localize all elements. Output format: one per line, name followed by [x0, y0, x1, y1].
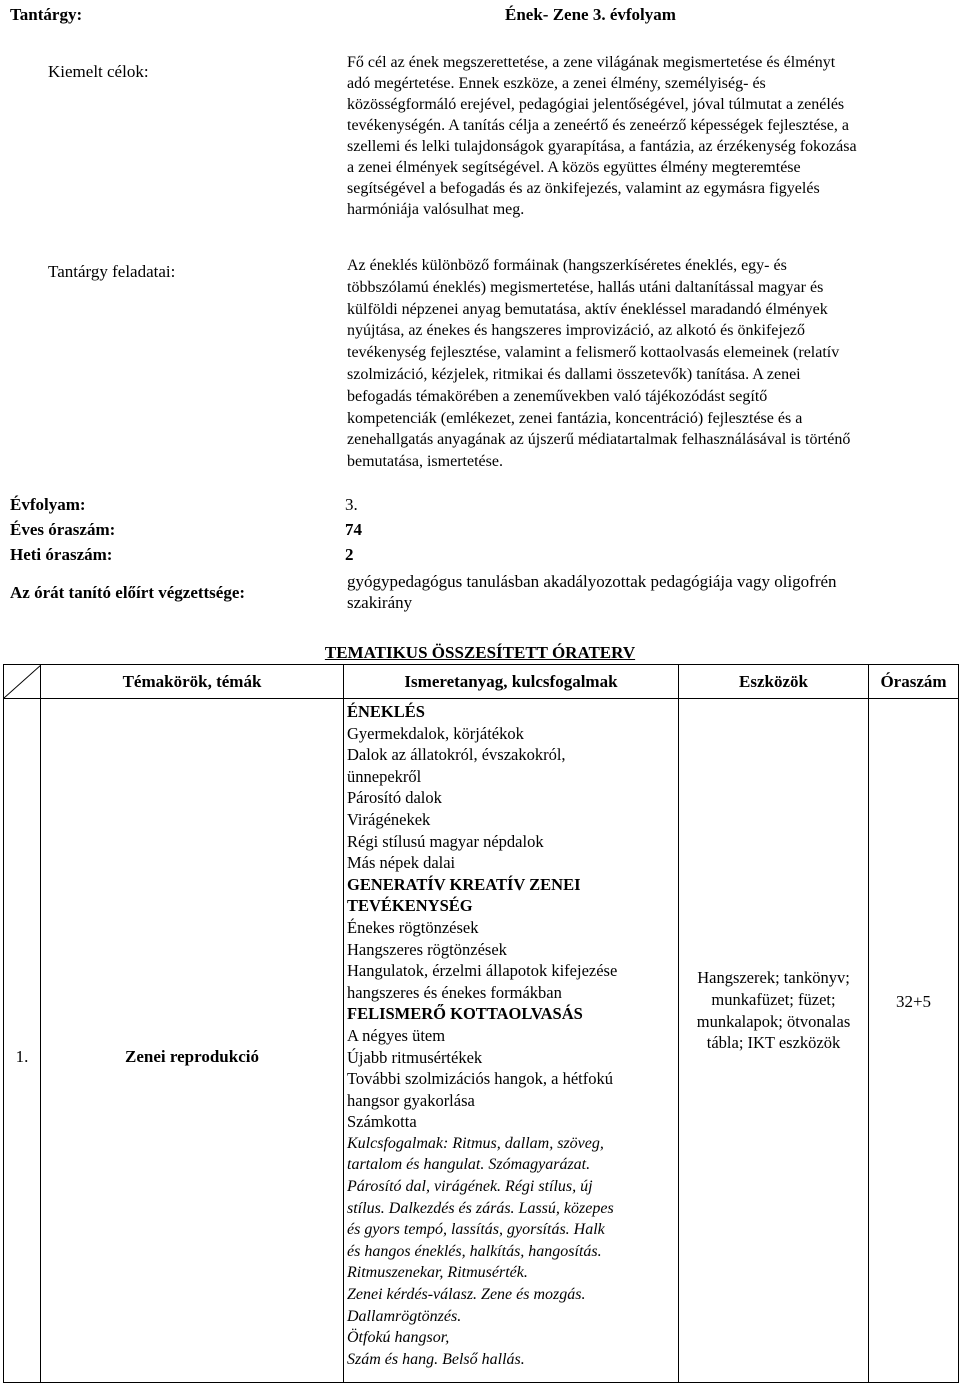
keyword-line: Ötfokú hangsor, [347, 1329, 450, 1347]
table-row [4, 699, 959, 1383]
row-topic: Zenei reprodukció [41, 699, 344, 1383]
text-line: harmóniája valósulhat meg. [347, 201, 525, 218]
row-tools [679, 699, 869, 1383]
content-line: Régi stílusú magyar népdalok [347, 831, 544, 851]
keyword-line: stílus. Dalkezdés és zárás. Lassú, közepes [347, 1199, 614, 1217]
keyword-line: és hangos éneklés, halkítás, hangosítás. [347, 1242, 602, 1260]
tasks-text [347, 255, 922, 473]
row-hours: 32+5 [869, 699, 959, 1383]
text-line: tevékenységén. A tanítás célja a zeneértő és zeneérző képességek fejlesztése, a [347, 117, 849, 134]
keyword-line: és gyors tempó, lassítás, gyorsítás. Halk [347, 1221, 605, 1239]
content-line: Más népek dalai [347, 853, 456, 873]
content-heading: TEVÉKENYSÉG [347, 896, 473, 916]
row-content [344, 699, 679, 1383]
text-line: zenehallgatás anyagának az újszerű médiatartalmak felhasználásával is történő [347, 431, 851, 449]
content-line: Dalok az állatokról, évszakokról, [347, 745, 566, 765]
text-line: közösségformáló erejével, pedagógiai jelentőségével, jóval túlmutat a zenélés [347, 96, 845, 113]
keyword-line: Dallamrögtönzés. [347, 1307, 462, 1325]
text-line: segítségével a befogadás és az önkifejezés, valamint az egymásra figyelés [347, 180, 820, 197]
plan-table [3, 664, 959, 1383]
text-line: a zenei élmények segítségével. A közös együttes élmény megteremtése [347, 159, 801, 176]
text-line: többszólamú éneklés) megismertetése, hallás utáni daltanítással magyar és [347, 278, 824, 296]
text-line: Az éneklés különböző formáinak (hangszerkíséretes éneklés, egy- és [347, 257, 787, 274]
content-line: hangsor gyakorlása [347, 1090, 475, 1110]
tools-line: tábla; IKT eszközök [706, 1033, 841, 1053]
keyword-line: Párosító dal, virágének. Régi stílus, új [347, 1178, 593, 1196]
teacher-qualification-label: Az órát tanító előírt végzettsége: [10, 583, 246, 602]
text-line: befogadás témakörében a zeneművekben való tájékozódást segítő [347, 387, 768, 405]
content-heading: ÉNEKLÉS [347, 702, 425, 721]
header-content: Ismeretanyag, kulcsfogalmak [344, 665, 679, 699]
teacher-qualification-line: gyógypedagógus tanulásban akadályozottak pedagógiája vagy oligofrén [347, 572, 837, 591]
content-line: A négyes ütem [347, 1025, 446, 1045]
weekly-hours-label: Heti óraszám: [10, 545, 113, 564]
subject-label: Tantárgy: [10, 5, 83, 24]
teacher-qualification-line: szakirány [347, 593, 413, 612]
keyword-line: Ritmuszenekar, Ritmusérték. [347, 1264, 528, 1282]
content-line: Énekes rögtönzések [347, 917, 479, 937]
content-heading: FELISMERŐ KOTTAOLVASÁS [347, 1004, 583, 1024]
text-line: tevékenység fejlesztése, valamint a felismerő kottaolvasás elemeinek (relatív [347, 344, 840, 362]
text-line: nyújtása, az énekes és hangszeres improvizáció, az alkotó és önkifejező [347, 322, 806, 340]
tools-line: Hangszerek; tankönyv; [697, 968, 850, 988]
text-line: bemutatása, ismertetése. [347, 453, 503, 471]
keyword-line: tartalom és hangulat. Szómagyarázat. [347, 1156, 591, 1174]
keyword-line: Zenei kérdés-válasz. Zene és mozgás. [347, 1286, 586, 1304]
tools-line: munkafüzet; füzet; [711, 989, 836, 1009]
content-line: Számkotta [347, 1112, 417, 1132]
content-line: Gyermekdalok, körjátékok [347, 723, 524, 743]
content-heading: GENERATÍV KREATÍV ZENEI [347, 874, 581, 894]
content-line: Virágénekek [347, 809, 431, 829]
teacher-qualification-value [347, 571, 907, 613]
content-line: További szolmizációs hangok, a hétfokú [347, 1069, 613, 1089]
diagonal-line-icon [4, 665, 41, 698]
text-line: külföldi népzenei anyag bemutatása, aktív énekléssel maradandó élmények [347, 300, 828, 318]
keyword-line: Kulcsfogalmak: Ritmus, dallam, szöveg, [347, 1134, 604, 1152]
weekly-hours-value: 2 [345, 545, 354, 564]
annual-hours-label: Éves óraszám: [10, 520, 116, 539]
content-line: Újabb ritmusértékek [347, 1047, 483, 1067]
content-line: Párosító dalok [347, 788, 442, 808]
tools-line: munkalapok; ötvonalas [696, 1011, 851, 1031]
subject-value: Ének- Zene 3. évfolyam [505, 5, 676, 24]
text-line: szellemi és lelki tulajdonságok gyarapítása, a fantázia, az érzékenység fokozása [347, 138, 857, 155]
content-line: Hangulatok, érzelmi állapotok kifejezése [347, 961, 618, 981]
content-line: hangszeres és énekes formákban [347, 982, 562, 1002]
text-line: kompetenciák (emlékezet, zenei fantázia, koncentráció) fejlesztése és a [347, 409, 803, 427]
grade-value: 3. [345, 495, 358, 514]
header-tools: Eszközök [679, 665, 869, 699]
text-line: adó megértetése. Ennek eszköze, a zenei élmény, személyiség- és [347, 75, 766, 92]
plan-title: TEMATIKUS ÖSSZESÍTETT ÓRATERV [324, 643, 636, 662]
diagonal-corner-cell [4, 665, 41, 699]
header-topics: Témakörök, témák [41, 665, 344, 699]
text-line: szolmizáció, kézjelek, ritmikai és dallami összetevők) tanítása. A zenei [347, 365, 801, 383]
content-line: Hangszeres rögtönzések [347, 939, 507, 959]
text-line: Fő cél az ének megszerettetése, a zene világának megismertetése és élményt [347, 54, 836, 71]
goals-label: Kiemelt célok: [48, 62, 149, 81]
grade-label: Évfolyam: [10, 495, 86, 514]
keyword-line: Szám és hang. Belső hallás. [347, 1350, 525, 1368]
row-number: 1. [4, 699, 41, 1383]
content-line: ünnepekről [347, 766, 422, 786]
tasks-label: Tantárgy feladatai: [48, 262, 176, 281]
annual-hours-value: 74 [345, 520, 362, 539]
plan-header-row [4, 665, 959, 699]
header-hours: Óraszám [869, 665, 959, 699]
goals-text [347, 52, 932, 220]
